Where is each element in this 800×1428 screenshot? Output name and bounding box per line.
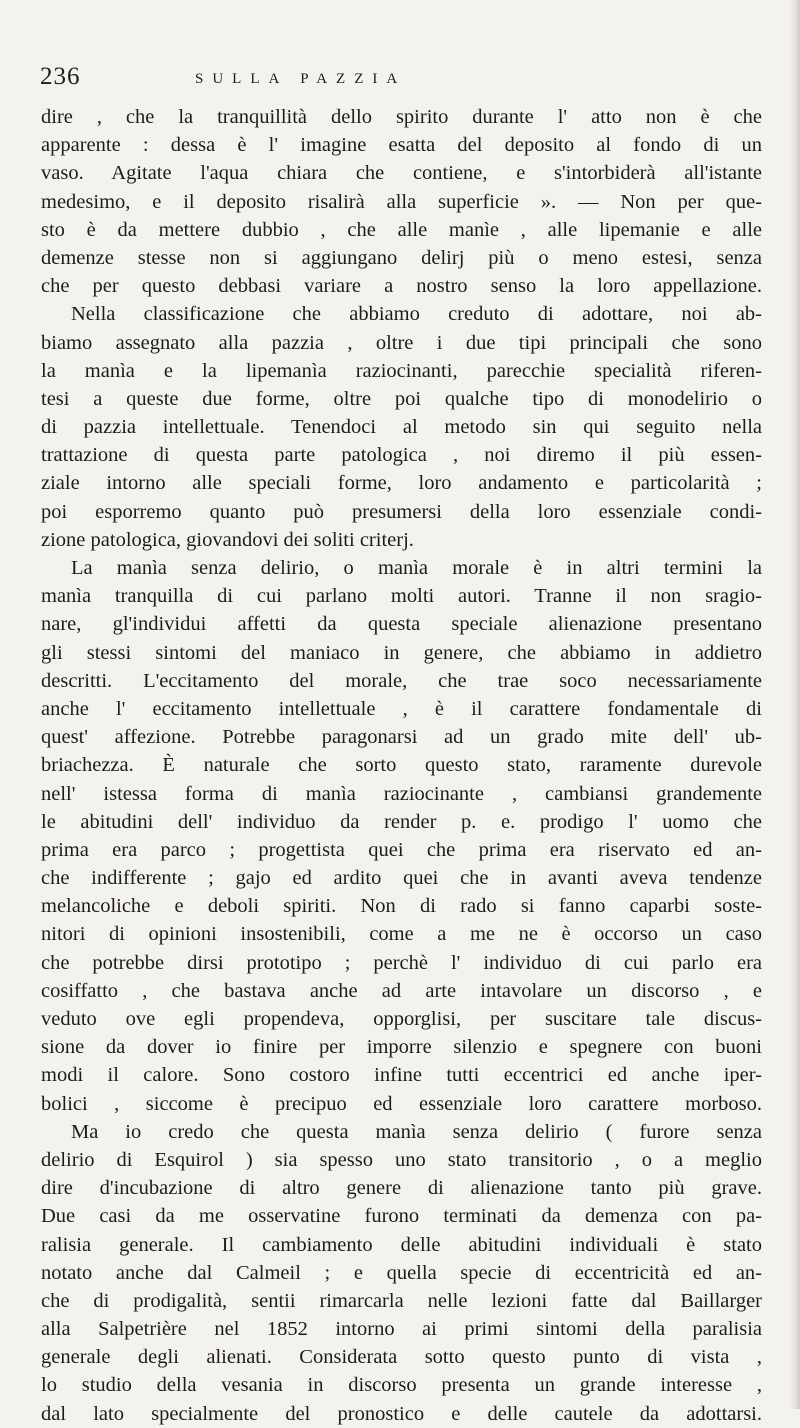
text-line: Due casi da me osservatine furono terminati da demenza con pa-: [41, 1205, 762, 1228]
running-head: SULLA PAZZIA: [195, 71, 407, 87]
page-header: [40, 62, 760, 96]
text-line: tesi a queste due forme, oltre poi qualche tipo di monodelirio o: [41, 387, 762, 410]
text-line: la manìa e la lipemanìa raziocinanti, parecchie specialità riferen-: [41, 359, 762, 382]
text-line: nare, gl'individui affetti da questa speciale alienazione presentano: [41, 613, 762, 636]
page-number: 236: [40, 63, 81, 90]
text-line: alla Salpetrière nel 1852 intorno ai primi sintomi della paralisia: [41, 1318, 762, 1341]
page-edge-shadow: [790, 0, 800, 1409]
text-line: quest' affezione. Potrebbe paragonarsi ad un grado mite dell' ub-: [41, 726, 762, 749]
body-text: [41, 103, 762, 1428]
text-line: poi esporremo quanto può presumersi della loro essenziale condi-: [41, 500, 762, 523]
text-line: nell' istessa forma di manìa raziocinante , cambiansi grandemente: [41, 782, 762, 805]
text-line: gli stessi sintomi del maniaco in genere, che abbiamo in addietro: [41, 641, 762, 664]
text-line: Ma io credo che questa manìa senza delirio ( furore senza: [71, 1120, 762, 1143]
text-line: ziale intorno alle speciali forme, loro andamento e particolarità ;: [41, 472, 762, 495]
text-line: medesimo, e il deposito risalirà alla superficie ». — Non per que-: [41, 190, 762, 213]
text-line: sto è da mettere dubbio , che alle manìe , alle lipemanie e alle: [41, 218, 762, 241]
text-line: che indifferente ; gajo ed ardito quei che in avanti aveva tendenze: [41, 867, 762, 890]
text-line: sione da dover io finire per imporre silenzio e spegnere con buoni: [41, 1036, 762, 1059]
text-line: modi il calore. Sono costoro infine tutti eccentrici ed anche iper-: [41, 1064, 762, 1087]
text-line: trattazione di questa parte patologica , noi diremo il più essen-: [41, 444, 762, 467]
text-line: La manìa senza delirio, o manìa morale è in altri termini la: [71, 557, 762, 579]
text-line: di pazzia intellettuale. Tenendoci al metodo sin qui seguito nella: [41, 416, 762, 439]
text-line: che potrebbe dirsi prototipo ; perchè l' individuo di cui parlo era: [41, 951, 762, 974]
text-line: veduto ove egli propendeva, opporglisi, per suscitare tale discus-: [41, 1008, 762, 1030]
text-line: briachezza. È naturale che sorto questo stato, raramente durevole: [41, 754, 762, 777]
text-line: che per questo debbasi variare a nostro senso la loro appellazione.: [41, 275, 762, 298]
text-line: che di prodigalità, sentii rimarcarla nelle lezioni fatte dal Baillarger: [41, 1289, 762, 1312]
text-line: descritti. L'eccitamento del morale, che trae soco necessariamente: [41, 669, 762, 692]
text-line: vaso. Agitate l'aqua chiara che contiene, e s'intorbiderà all'istante: [41, 162, 762, 185]
text-line: anche l' eccitamento intellettuale , è il carattere fondamentale di: [41, 697, 762, 720]
text-line: zione patologica, giovandovi dei soliti criterj.: [41, 528, 414, 551]
text-line: biamo assegnato alla pazzia , oltre i due tipi principali che sono: [41, 331, 762, 354]
text-line: lo studio della vesania in discorso presenta un grande interesse ,: [41, 1374, 762, 1397]
text-line: melancoliche e deboli spiriti. Non di rado si fanno caparbi soste-: [41, 895, 762, 918]
text-line: cosiffatto , che bastava anche ad arte intavolare un discorso , e: [41, 979, 762, 1002]
text-line: generale degli alienati. Considerata sotto questo punto di vista ,: [41, 1346, 762, 1369]
text-line: Nella classificazione che abbiamo creduto di adottare, noi ab-: [71, 303, 762, 326]
text-line: dire , che la tranquillità dello spirito durante l' atto non è che: [41, 106, 762, 128]
text-line: dal lato specialmente del pronostico e delle cautele da adottarsi.: [41, 1402, 762, 1425]
text-line: ralisia generale. Il cambiamento delle abitudini individuali è stato: [41, 1233, 762, 1256]
text-line: prima era parco ; progettista quei che prima era riservato ed an-: [41, 838, 762, 861]
text-line: manìa tranquilla di cui parlano molti autori. Tranne il non sragio-: [41, 585, 762, 608]
text-line: nitori di opinioni insostenibili, come a me ne è occorso un caso: [41, 923, 762, 946]
text-line: notato anche dal Calmeil ; e quella specie di eccentricità ed an-: [41, 1261, 762, 1284]
text-line: bolici , siccome è precipuo ed essenziale loro carattere morboso.: [41, 1092, 762, 1115]
text-line: le abitudini dell' individuo da render p. e. prodigo l' uomo che: [41, 810, 762, 833]
text-line: delirio di Esquirol ) sia spesso uno stato transitorio , o a meglio: [41, 1148, 762, 1171]
text-line: dire d'incubazione di altro genere di alienazione tanto più grave.: [41, 1177, 762, 1200]
text-line: demenze stesse non si aggiungano delirj più o meno estesi, senza: [41, 246, 762, 269]
text-line: apparente : dessa è l' imagine esatta del deposito al fondo di un: [41, 134, 762, 157]
